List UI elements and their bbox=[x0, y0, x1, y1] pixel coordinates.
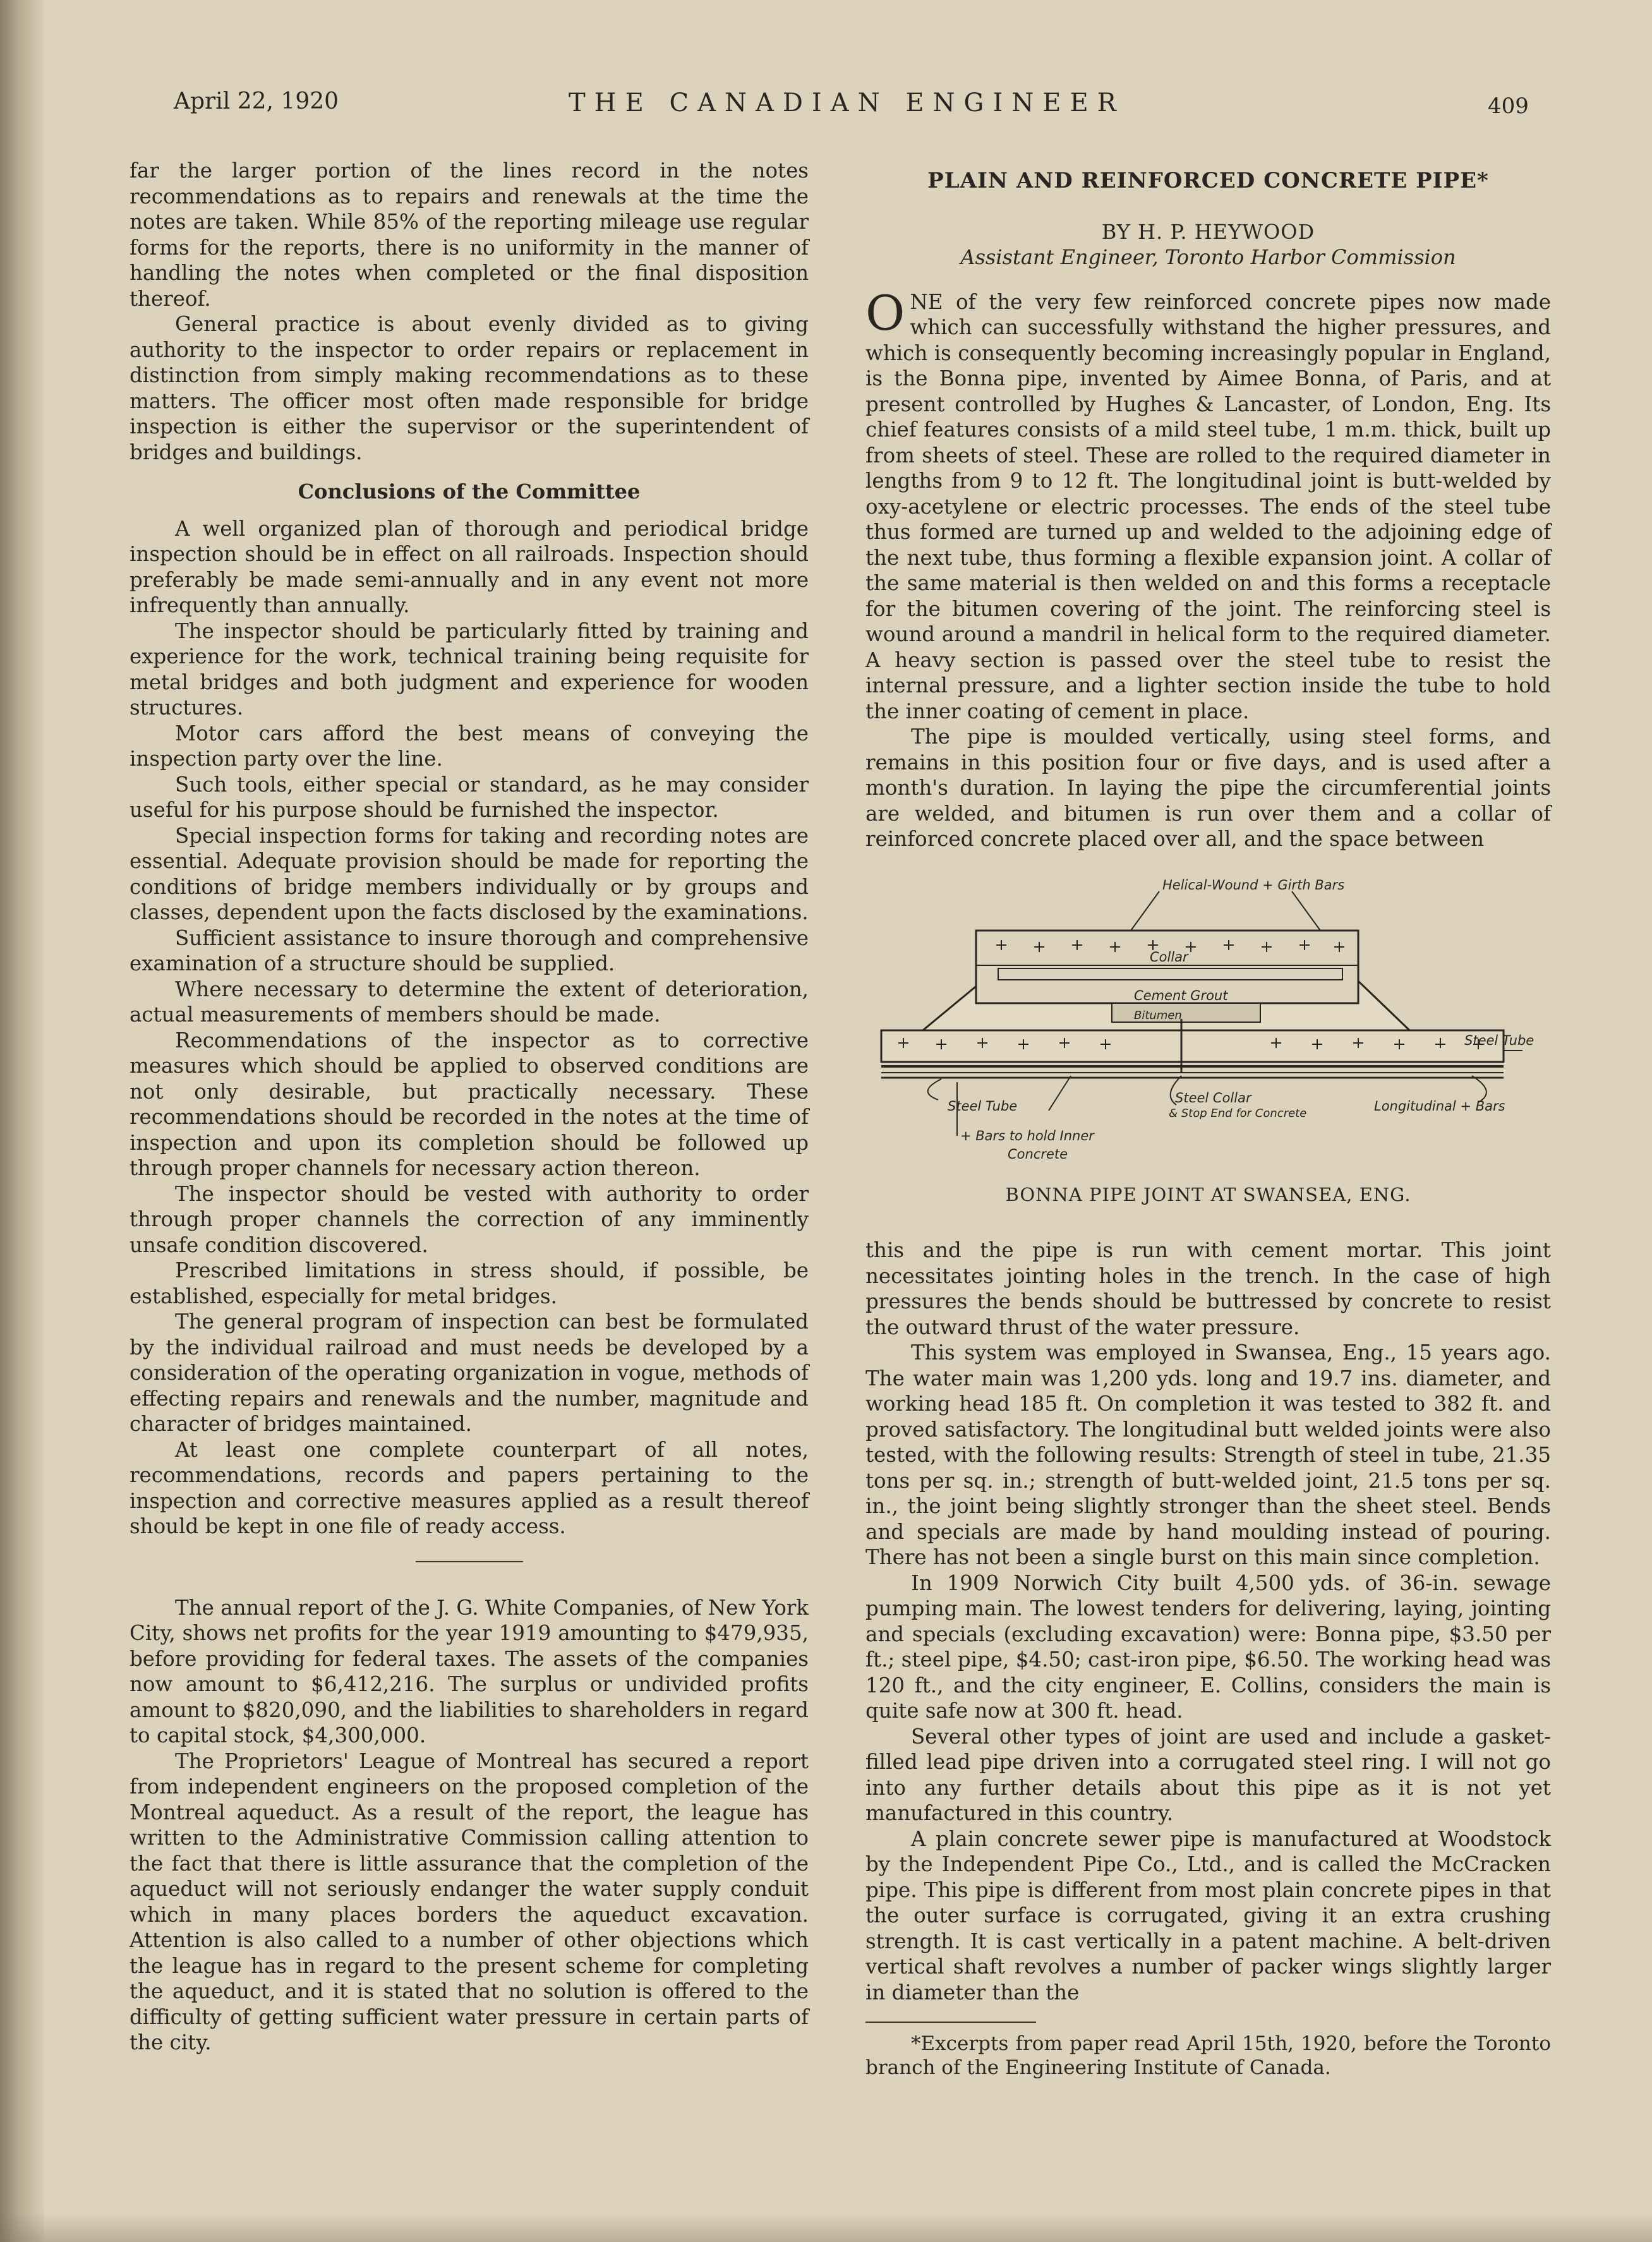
page-bottom-shadow bbox=[0, 2213, 1652, 2242]
footnote-rule bbox=[865, 2022, 1036, 2023]
article-paragraph: This system was employed in Swansea, Eng., 15 years ago. The water main was 1,200 yds. long and 19.7 ins. diameter, and working head 185 ft. On completion it was tested to 382 ft. and proved satisfactory. The longitudinal butt welded joints were also tested, with the following results: Strength of steel in tube, 21.35 tons per sq. in.; strength of butt-welded joint, 21.5 tons per sq. in., the joint being slightly stronger than the sheet steel. Bends and specials are made by hand moulding instead of pouring. There has not been a single burst on this main since completion. bbox=[865, 1341, 1551, 1569]
conclusion-paragraph: Special inspection forms for taking and recording notes are essential. Adequate provision should be made for reporting the conditions of bridge members individually or by groups and classes, dependent upon the facts disclosed by the examinations. bbox=[130, 823, 809, 924]
label-helical-girth-bars: Helical-Wound + Girth Bars bbox=[1162, 877, 1345, 893]
right-column bbox=[865, 158, 1551, 2080]
news-item: The Proprietors' League of Montreal has secured a report from independent engineers on the proposed completion of the Montreal aqueduct. As a result of the report, the league has written to the Administrative Commission calling attention to the fact that there is little assurance that the completion of the aqueduct will not seriously endanger the water supply conduit which in many places borders the aqueduct excavation. Attention is also called to a number of other objections which the league has in regard to the present scheme for completing the aqueduct, and it is stated that no solution is offered to the difficulty of getting sufficient water pressure in certain parts of the city. bbox=[130, 1749, 809, 2054]
drop-cap: O bbox=[865, 284, 905, 341]
conclusion-paragraph: Sufficient assistance to insure thorough and comprehensive examination of a structure should be supplied. bbox=[130, 925, 809, 975]
label-bitumen: Bitumen bbox=[1134, 1008, 1182, 1022]
footnote-text: *Excerpts from paper read April 15th, 1920, before the Toronto branch of the Engineering Institute of Canada. bbox=[865, 2032, 1551, 2079]
label-steel-tube-right: Steel Tube bbox=[1464, 1032, 1534, 1048]
paragraph: far the larger portion of the lines record in the notes recommendations as to repairs and renewals at the time the notes are taken. While 85% of the reporting mileage use regular forms for the reports, there is no uniformity in the manner of handling the notes when completed or the final disposition thereof. bbox=[130, 159, 809, 311]
article-paragraph bbox=[865, 284, 1551, 725]
label-inner-bars: + Bars to hold Inner bbox=[960, 1128, 1094, 1143]
article-byline: BY H. P. HEYWOOD bbox=[1101, 219, 1315, 244]
footnote bbox=[865, 2032, 1551, 2080]
label-cement-grout: Cement Grout bbox=[1134, 987, 1228, 1003]
label-collar: Collar bbox=[1150, 949, 1188, 965]
label-inner-concrete: Concrete bbox=[1008, 1146, 1068, 1162]
article-paragraph: The pipe is moulded vertically, using steel forms, and remains in this position four or five days, and is used after a month's duration. In laying the pipe the circumferential joints are welded, and bitumen is run over them and a collar of reinforced concrete placed over all, and the space between bbox=[865, 725, 1551, 851]
conclusion-paragraph: Prescribed limitations in stress should, if possible, be established, especially for metal bridges. bbox=[130, 1258, 809, 1308]
article-paragraph: this and the pipe is run with cement mortar. This joint necessitates jointing holes in the trench. In the case of high pressures the bends should be buttressed by concrete to resist the outward thrust of the water pressure. bbox=[865, 1238, 1551, 1339]
section-divider bbox=[416, 1561, 523, 1562]
news-item: The annual report of the J. G. White Companies, of New York City, shows net profits for the year 1919 amounting to $479,935, before providing for federal taxes. The assets of the companies now amount to $6,412,216. The surplus or undivided profits amount to $820,090, and the liabilities to shareholders in regard to capital stock, $4,300,000. bbox=[130, 1595, 809, 1747]
paragraph: General practice is about evenly divided as to giving authority to the inspector to order repairs or replacement in distinction from simply making recommendations as to these matters. The officer most often made responsible for bridge inspection is either the supervisor or the superintendent of bridges and buildings. bbox=[130, 312, 809, 464]
label-steel-tube-left: Steel Tube bbox=[948, 1098, 1018, 1114]
bonna-pipe-joint-figure bbox=[865, 867, 1551, 1177]
conclusion-paragraph: Where necessary to determine the extent of deterioration, actual measurements of members should be made. bbox=[130, 977, 809, 1027]
article-paragraph: A plain concrete sewer pipe is manufactured at Woodstock by the Independent Pipe Co., Ltd., and is called the McCracken pipe. This pipe is different from most plain concrete pipes in that the outer surface is corrugated, giving it an extra crushing strength. It is cast vertically in a patent machine. A belt-driven vertical shaft revolves a number of packer wings slightly larger in diameter than the bbox=[865, 1826, 1551, 2004]
article-paragraph: In 1909 Norwich City built 4,500 yds. of 36-in. sewage pumping main. The lowest tenders for delivering, laying, jointing and specials (excluding excavation) were: Bonna pipe, $3.50 per ft.; steel pipe, $4.50; cast-iron pipe, $6.50. The working head was 120 ft., and the city engineer, E. Collins, considers the main is quite safe now at 300 ft. head. bbox=[865, 1570, 1551, 1723]
conclusion-paragraph: A well organized plan of thorough and periodical bridge inspection should be in effect on all railroads. Inspection should preferably be made semi-annually and in any event not more infrequently than annually. bbox=[130, 516, 809, 617]
article-paragraph: Several other types of joint are used and include a gasket-filled lead pipe driven into a corrugated steel ring. I will not go into any further details about this pipe as it is not yet manufactured in this country. bbox=[865, 1724, 1551, 1825]
concrete-pipe-wall bbox=[881, 1030, 1504, 1062]
label-stop-end: & Stop End for Concrete bbox=[1169, 1106, 1307, 1120]
journal-title: THE CANADIAN ENGINEER bbox=[569, 88, 1125, 118]
article-title: PLAIN AND REINFORCED CONCRETE PIPE* bbox=[927, 168, 1489, 193]
section-heading: Conclusions of the Committee bbox=[298, 479, 641, 503]
page-binding-edge bbox=[0, 0, 44, 2242]
conclusion-paragraph: The inspector should be particularly fitted by training and experience for the work, technical training being requisite for metal bridges and both judgment and experience for wooden structures. bbox=[130, 618, 809, 720]
figure-caption: BONNA PIPE JOINT AT SWANSEA, ENG. bbox=[1005, 1183, 1411, 1205]
conclusion-paragraph: The inspector should be vested with authority to order through proper channels the correction of any imminently unsafe condition discovered. bbox=[130, 1181, 809, 1257]
page-header bbox=[0, 88, 1652, 133]
author-role: Assistant Engineer, Toronto Harbor Commission bbox=[960, 245, 1456, 269]
issue-date: April 22, 1920 bbox=[174, 88, 339, 114]
article-paragraph-text: NE of the very few reinforced concrete pipes now made which can successfully withstand the higher pressures, and which is consequently becoming increasingly popular in England, is the Bonna pipe, invented by Aimee Bonna, of Paris, and at present controlled by Hughes & Lancaster, of London, Eng. Its chief features consists of a mild steel tube, 1 m.m. thick, built up from sheets of steel. These are rolled to the required diameter in lengths from 9 to 12 ft. The longitudinal joint is butt-welded by oxy-acetylene or electric processes. The ends of the steel tube thus formed are turned up and welded to the adjoining edge of the next tube, thus forming a flexible expansion joint. A collar of the same material is then welded on and this forms a receptacle for the bitumen covering of the joint. The reinforcing steel is wound around a mandril in helical form to the required diameter. A heavy section is passed over the steel tube to resist the internal pressure, and a lighter section inside the tube to hold the inner coating of cement in place. bbox=[865, 289, 1551, 723]
conclusion-paragraph: The general program of inspection can best be formulated by the individual railroad and must needs be developed by a consideration of the operating organization in vogue, methods of effecting repairs and renewals and the number, magnitude and character of bridges maintained. bbox=[130, 1310, 809, 1436]
label-longitudinal-bars: Longitudinal + Bars bbox=[1374, 1098, 1505, 1114]
page-number: 409 bbox=[1488, 93, 1529, 119]
label-steel-collar: Steel Collar bbox=[1175, 1090, 1251, 1106]
conclusion-paragraph: Recommendations of the inspector as to corrective measures which should be applied to observed conditions are not only desirable, but practically necessary. These recommendations should be recorded in the notes at the time of inspection and upon its completion should be followed up through proper channels for necessary action thereon. bbox=[130, 1028, 809, 1180]
conclusion-paragraph: At least one complete counterpart of all notes, recommendations, records and papers pertaining to the inspection and corrective measures applied as a result thereof should be kept in one file of ready access. bbox=[130, 1437, 809, 1538]
left-column bbox=[130, 158, 809, 2056]
conclusion-paragraph: Such tools, either special or standard, as he may consider useful for his purpose should be furnished the inspector. bbox=[130, 772, 809, 822]
conclusion-paragraph: Motor cars afford the best means of conveying the inspection party over the line. bbox=[130, 721, 809, 771]
